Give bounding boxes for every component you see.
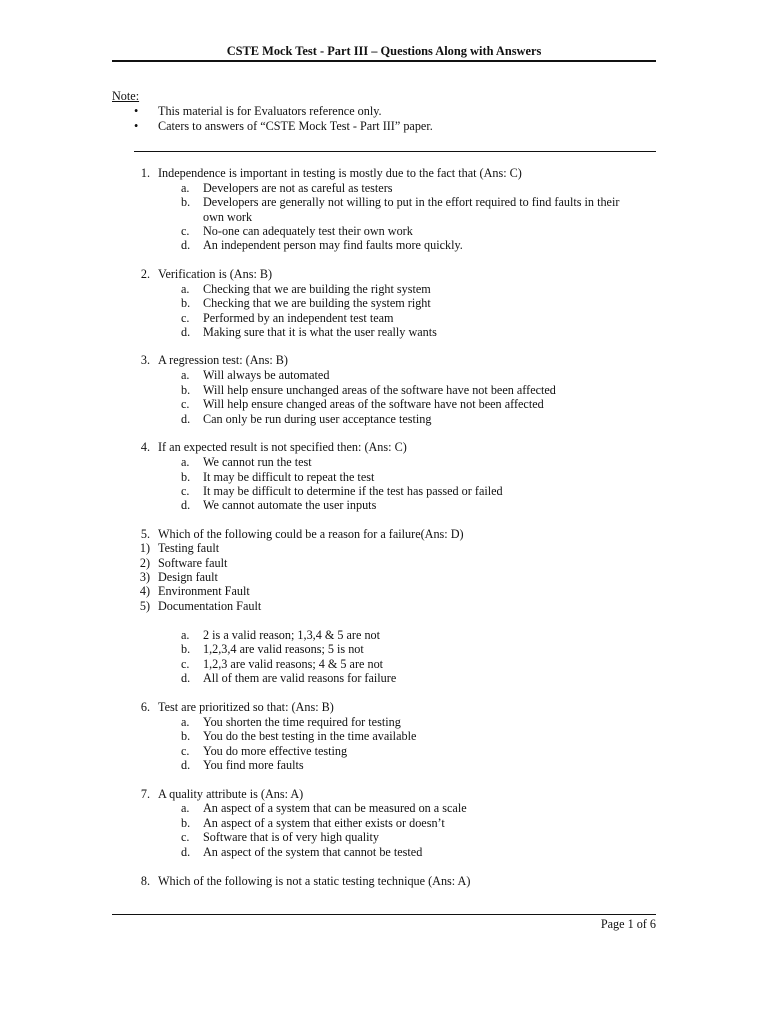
question-number: 8. bbox=[140, 874, 150, 888]
option-letter: b. bbox=[181, 470, 191, 484]
option-text: Software that is of very high quality bbox=[203, 830, 380, 844]
bullet-icon: • bbox=[134, 104, 139, 118]
option-text: Will help ensure unchanged areas of the software have not been affected bbox=[203, 383, 556, 397]
option-text: You do the best testing in the time available bbox=[203, 729, 417, 743]
option-letter: a. bbox=[181, 455, 190, 469]
option-letter: c. bbox=[181, 744, 190, 758]
question-text: Test are prioritized so that: (Ans: B) bbox=[158, 700, 334, 714]
option-letter: b. bbox=[181, 642, 191, 656]
question-number: 6. bbox=[140, 700, 150, 714]
question-number: 5. bbox=[140, 527, 150, 541]
question-text: If an expected result is not specified then: (Ans: C) bbox=[158, 440, 407, 454]
sublist-item: Design fault bbox=[158, 570, 218, 584]
option-letter: b. bbox=[181, 383, 191, 397]
option-text: It may be difficult to repeat the test bbox=[203, 470, 375, 484]
option-text: Checking that we are building the right system bbox=[203, 282, 431, 296]
option-text: No-one can adequately test their own work bbox=[203, 224, 413, 238]
option-text: 1,2,3,4 are valid reasons; 5 is not bbox=[203, 642, 364, 656]
bullet-icon: • bbox=[134, 119, 139, 133]
note-divider bbox=[134, 151, 656, 152]
option-text: Making sure that it is what the user really wants bbox=[203, 325, 437, 339]
option-text: An independent person may find faults more quickly. bbox=[203, 238, 463, 252]
option-text: Developers are generally not willing to put in the effort required to find faults in their bbox=[203, 195, 620, 209]
option-letter: a. bbox=[181, 282, 190, 296]
question-text: Which of the following is not a static testing technique (Ans: A) bbox=[158, 874, 471, 888]
question-text: A regression test: (Ans: B) bbox=[158, 353, 288, 367]
option-text: An aspect of a system that either exists or doesn’t bbox=[203, 816, 445, 830]
sublist-item: Documentation Fault bbox=[158, 599, 262, 613]
option-text: 1,2,3 are valid reasons; 4 & 5 are not bbox=[203, 657, 384, 671]
option-text: We cannot automate the user inputs bbox=[203, 498, 377, 512]
note-text: This material is for Evaluators reference only. bbox=[158, 104, 382, 118]
question-number: 2. bbox=[140, 267, 150, 281]
option-text: Will help ensure changed areas of the software have not been affected bbox=[203, 397, 544, 411]
option-letter: d. bbox=[181, 498, 191, 512]
option-letter: a. bbox=[181, 801, 190, 815]
option-text: Checking that we are building the system right bbox=[203, 296, 431, 310]
sublist-number: 1) bbox=[139, 541, 150, 555]
option-text: Can only be run during user acceptance testing bbox=[203, 412, 432, 426]
sublist-number: 4) bbox=[139, 584, 150, 598]
option-letter: d. bbox=[181, 845, 191, 859]
option-text: It may be difficult to determine if the test has passed or failed bbox=[203, 484, 503, 498]
question-text: Which of the following could be a reason for a failure(Ans: D) bbox=[158, 527, 464, 541]
question-number: 1. bbox=[140, 166, 150, 180]
footer-rule bbox=[112, 914, 656, 915]
option-letter: b. bbox=[181, 195, 191, 209]
option-text: You find more faults bbox=[203, 758, 304, 772]
option-letter: b. bbox=[181, 296, 191, 310]
option-text: own work bbox=[203, 209, 253, 224]
option-text: An aspect of the system that cannot be tested bbox=[203, 845, 423, 859]
option-letter: c. bbox=[181, 397, 190, 411]
question-number: 7. bbox=[140, 787, 150, 801]
note-text: Caters to answers of “CSTE Mock Test - Part III” paper. bbox=[158, 119, 433, 133]
question-text: Verification is (Ans: B) bbox=[158, 267, 273, 281]
question-text: A quality attribute is (Ans: A) bbox=[158, 787, 304, 801]
option-letter: a. bbox=[181, 368, 190, 382]
page-number: Page 1 of 6 bbox=[600, 917, 656, 931]
option-text: We cannot run the test bbox=[203, 455, 312, 469]
note-label: Note: bbox=[112, 89, 140, 103]
question-text: Independence is important in testing is mostly due to the fact that (Ans: C) bbox=[158, 166, 522, 180]
option-letter: d. bbox=[181, 412, 191, 426]
option-letter: a. bbox=[181, 628, 190, 642]
page-title: CSTE Mock Test - Part III – Questions Along with Answers bbox=[226, 44, 542, 58]
header-rule bbox=[112, 60, 656, 62]
option-letter: d. bbox=[181, 238, 191, 252]
option-text: Developers are not as careful as testers bbox=[203, 181, 393, 195]
question-number: 3. bbox=[140, 353, 150, 367]
option-letter: b. bbox=[181, 816, 191, 830]
sublist-number: 3) bbox=[139, 570, 150, 584]
sublist-number: 2) bbox=[139, 556, 150, 570]
option-letter: c. bbox=[181, 484, 190, 498]
option-text: An aspect of a system that can be measured on a scale bbox=[203, 801, 467, 815]
option-text: Performed by an independent test team bbox=[203, 311, 394, 325]
option-text: You do more effective testing bbox=[203, 744, 348, 758]
option-letter: d. bbox=[181, 325, 191, 339]
sublist-item: Software fault bbox=[158, 556, 228, 570]
option-text: 2 is a valid reason; 1,3,4 & 5 are not bbox=[203, 628, 381, 642]
option-text: Will always be automated bbox=[203, 368, 330, 382]
question-number: 4. bbox=[140, 440, 150, 454]
sublist-item: Environment Fault bbox=[158, 584, 250, 598]
option-letter: d. bbox=[181, 671, 191, 685]
option-letter: c. bbox=[181, 830, 190, 844]
option-letter: a. bbox=[181, 181, 190, 195]
option-letter: c. bbox=[181, 224, 190, 238]
option-text: You shorten the time required for testing bbox=[203, 715, 401, 729]
sublist-number: 5) bbox=[139, 599, 150, 613]
option-letter: b. bbox=[181, 729, 191, 743]
option-letter: c. bbox=[181, 311, 190, 325]
sublist-item: Testing fault bbox=[158, 541, 220, 555]
option-letter: c. bbox=[181, 657, 190, 671]
option-letter: d. bbox=[181, 758, 191, 772]
option-text: All of them are valid reasons for failure bbox=[203, 671, 397, 685]
option-letter: a. bbox=[181, 715, 190, 729]
